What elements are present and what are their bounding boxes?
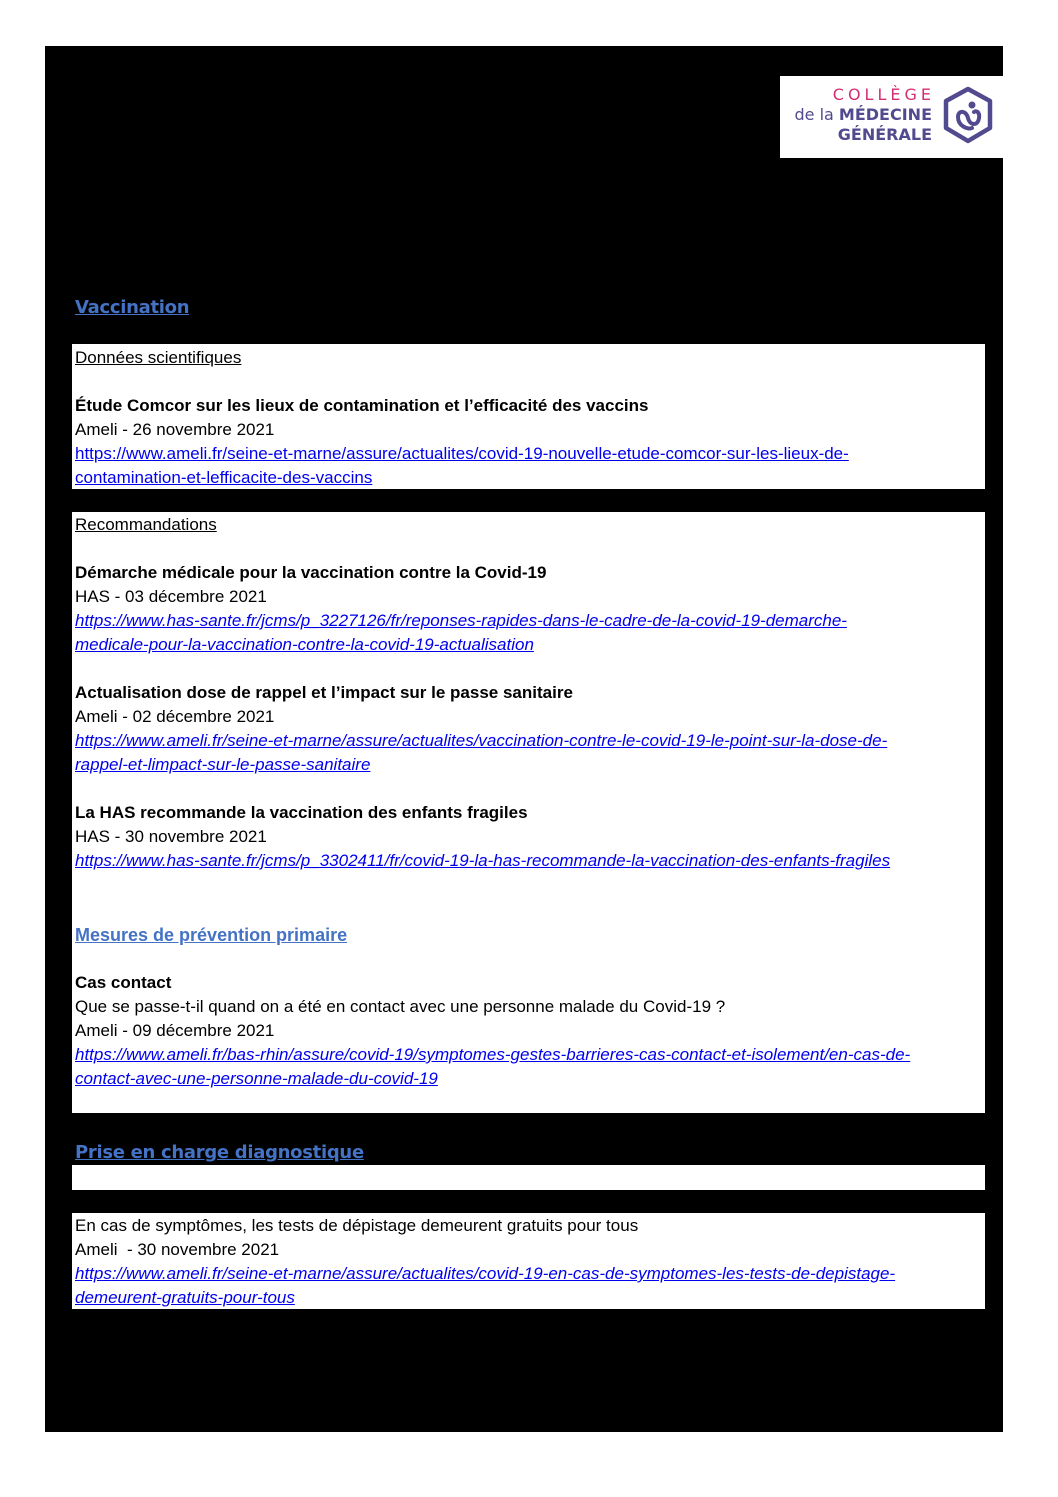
recommandations-box (72, 512, 985, 1113)
hexagon-heart-logo-icon (940, 84, 996, 148)
donnees-scientifiques-box (72, 344, 985, 489)
news-source: Ameli - 26 novembre 2021 (75, 420, 275, 439)
news-source: Ameli - 02 décembre 2021 (75, 707, 275, 726)
news-item (75, 681, 985, 777)
news-link[interactable]: https://www.ameli.fr/seine-et-marne/assure/actualites/covid-19-en-cas-de-symptomes-les-tests-de-depistage- (75, 1264, 896, 1283)
news-description: Que se passe-t-il quand on a été en contact avec une personne malade du Covid-19 ? (75, 997, 726, 1016)
section-title-vaccination: Vaccination (75, 297, 190, 318)
news-item (75, 1214, 985, 1310)
news-title: Cas contact (75, 973, 172, 992)
news-link-continued[interactable]: contamination-et-lefficacite-des-vaccins (75, 468, 373, 487)
news-title: Actualisation dose de rappel et l’impact sur le passe sanitaire (75, 683, 573, 702)
news-source: HAS - 03 décembre 2021 (75, 587, 267, 606)
category-donnees-scientifiques: Données scientifiques (75, 348, 242, 367)
college-medecine-generale-logo (780, 76, 1004, 158)
logo-prefix: de la (794, 105, 839, 124)
news-title: Étude Comcor sur les lieux de contamination et l’efficacité des vaccins (75, 396, 649, 415)
logo-line-medecine (795, 105, 933, 125)
news-link-continued[interactable]: rappel-et-limpact-sur-le-passe-sanitaire (75, 755, 371, 774)
logo-line-generale: GÉNÉRALE (837, 125, 932, 144)
news-source: HAS - 30 novembre 2021 (75, 827, 267, 846)
diagnostic-box (72, 1213, 985, 1309)
news-link[interactable]: https://www.ameli.fr/seine-et-marne/assure/actualites/covid-19-nouvelle-etude-comcor-sur-les-lieux-de- (75, 444, 849, 463)
news-item (75, 561, 985, 657)
news-link[interactable]: https://www.has-sante.fr/jcms/p_3227126/fr/reponses-rapides-dans-le-cadre-de-la-covid-19-demarche- (75, 611, 847, 630)
empty-box (72, 1165, 985, 1190)
news-source: Ameli - 09 décembre 2021 (75, 1021, 275, 1040)
news-title: La HAS recommande la vaccination des enfants fragiles (75, 803, 528, 822)
news-link-continued[interactable]: contact-avec-une-personne-malade-du-covid-19 (75, 1069, 438, 1088)
section-title-diagnostic: Prise en charge diagnostique (75, 1142, 364, 1163)
logo-medecine: MÉDECINE (838, 105, 932, 124)
news-link[interactable]: https://www.has-sante.fr/jcms/p_3302411/fr/covid-19-la-has-recommande-la-vaccination-des-enfants-fragiles (75, 851, 891, 870)
news-link-continued[interactable]: demeurent-gratuits-pour-tous (75, 1288, 295, 1307)
news-source: Ameli - 30 novembre 2021 (75, 1240, 280, 1259)
section-title-prevention: Mesures de prévention primaire (75, 925, 348, 945)
news-item (75, 394, 985, 490)
news-title: Démarche médicale pour la vaccination contre la Covid-19 (75, 563, 547, 582)
logo-wordmark (795, 85, 933, 145)
logo-line-college: COLLÈGE (832, 85, 935, 104)
news-link[interactable]: https://www.ameli.fr/seine-et-marne/assure/actualites/vaccination-contre-le-covid-19-le-point-sur-la-dose-de- (75, 731, 888, 750)
news-item (75, 801, 985, 873)
news-description: En cas de symptômes, les tests de dépistage demeurent gratuits pour tous (75, 1216, 639, 1235)
news-link[interactable]: https://www.ameli.fr/bas-rhin/assure/covid-19/symptomes-gestes-barrieres-cas-contact-et-isolement/en-cas-de- (75, 1045, 911, 1064)
category-recommandations: Recommandations (75, 515, 217, 534)
news-item (75, 971, 985, 1091)
news-link-continued[interactable]: medicale-pour-la-vaccination-contre-la-covid-19-actualisation (75, 635, 534, 654)
